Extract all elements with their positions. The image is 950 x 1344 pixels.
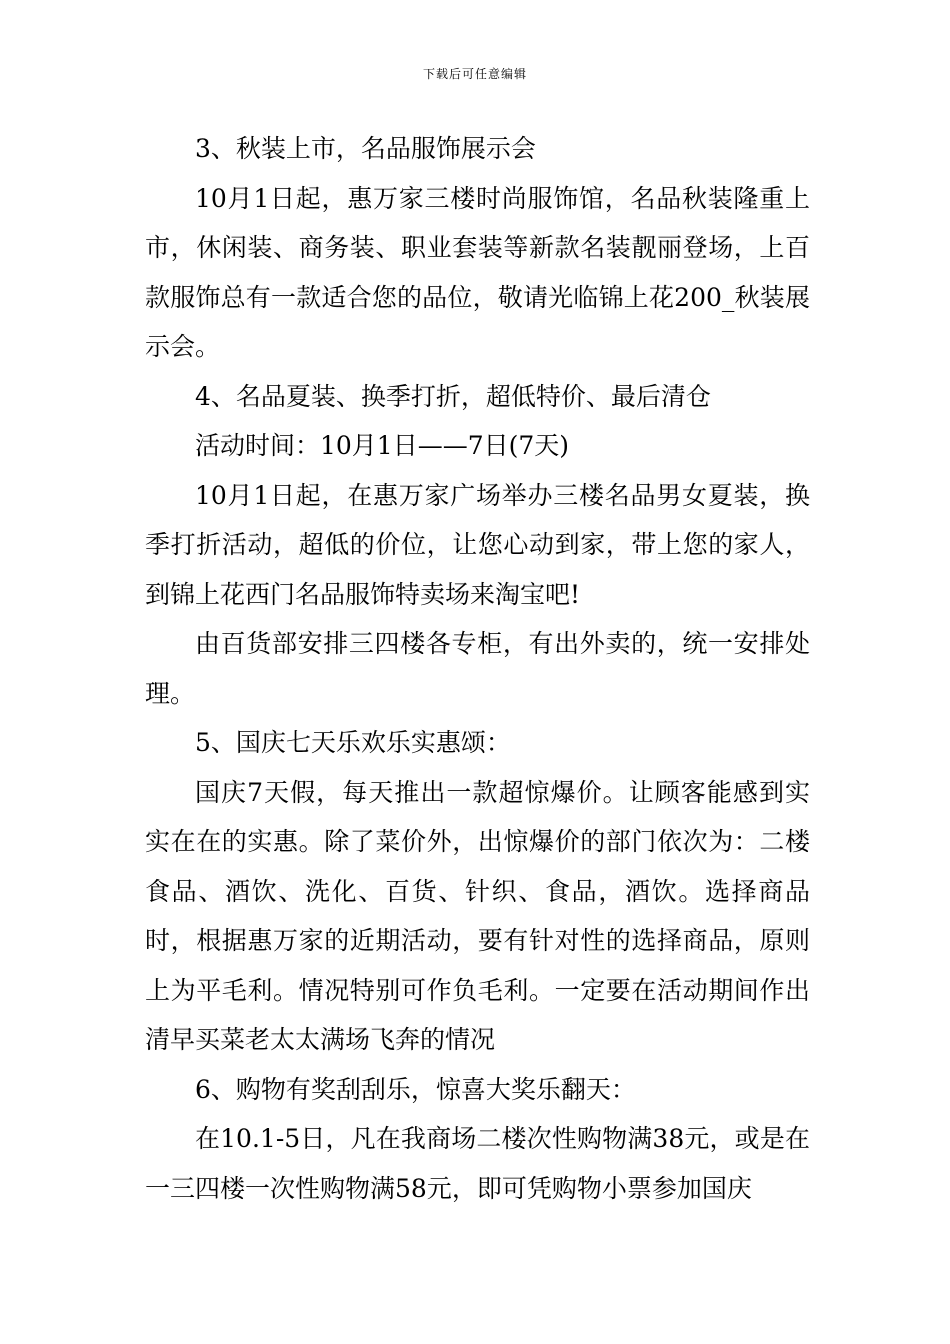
paragraph-activity-time: 活动时间：10月1日——7日(7天) [195,431,570,460]
paragraph-autumn-show: 10月1日起，惠万家三楼时尚服饰馆，名品秋装隆重上市，休闲装、商务装、职业套装等新款名装靓丽登场，上百款服饰总有一款适合您的品位，敬请光临锦上花200_秋装展示会。 [145,183,810,361]
document-body [145,124,810,1213]
paragraph-summer-clearance: 10月1日起，在惠万家广场举办三楼名品男女夏装，换季打折活动，超低的价位，让您心动到家，带上您的家人，到锦上花西门名品服饰特卖场来淘宝吧! [145,480,810,609]
paragraph-national-day-deals: 国庆7天假，每天推出一款超惊爆价。让顾客能感到实实在在的实惠。除了菜价外，出惊爆价的部门依次为：二楼食品、酒饮、洗化、百货、针织、食品，酒饮。选择商品时，根据惠万家的近期活动，要有针对性的选择商品，原则上为平毛利。情况特别可作负毛利。一定要在活动期间作出清早买菜老太太满场飞奔的情况 [145,777,810,1054]
section-heading-national-day: 5、国庆七天乐欢乐实惠颂： [195,728,511,757]
paragraph-scratch-prize: 在10.1-5日，凡在我商场二楼次性购物满38元，或是在一三四楼一次性购物满58元，即可凭购物小票参加国庆 [145,1124,810,1203]
section-heading-summer-clearance: 4、名品夏装、换季打折，超低特价、最后清仓 [195,381,711,411]
paragraph-department-arrangement: 由百货部安排三四楼各专柜，有出外卖的，统一安排处理。 [145,629,810,708]
section-heading-autumn-show: 3、秋装上市，名品服饰展示会 [195,134,536,163]
header-note: 下载后可任意编辑 [422,67,527,81]
section-heading-scratch-prize: 6、购物有奖刮刮乐，惊喜大奖乐翻天： [195,1074,636,1104]
